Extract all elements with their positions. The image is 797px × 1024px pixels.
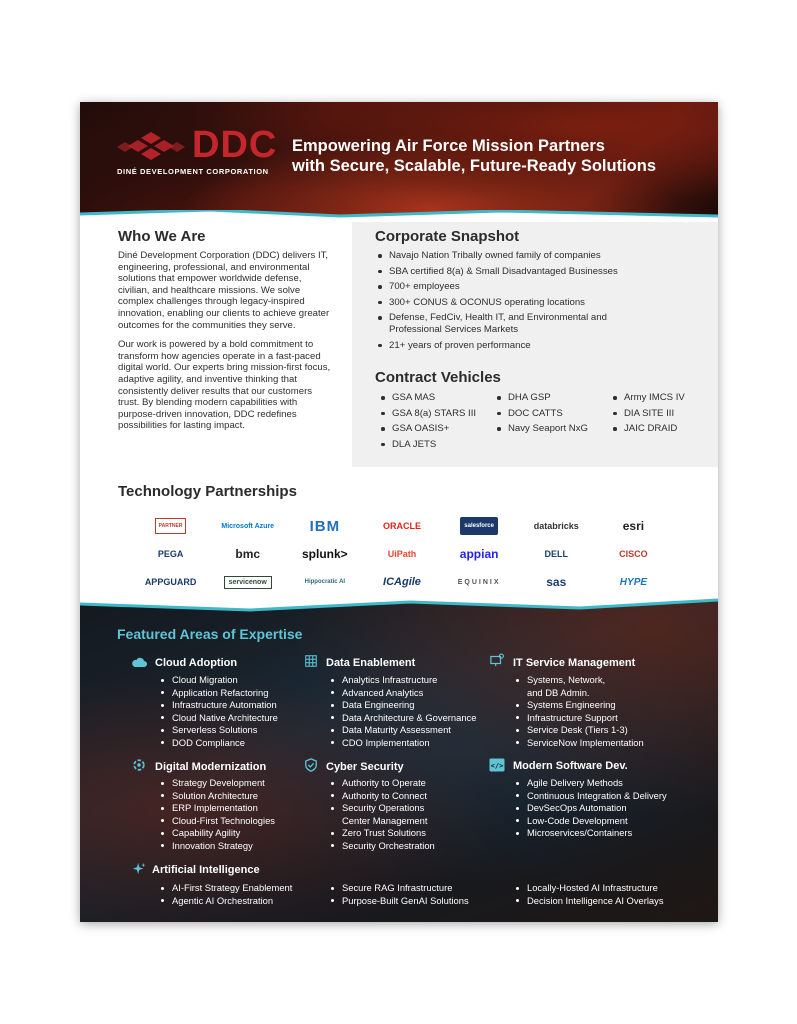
splunk-icon: splunk> (302, 547, 348, 561)
list-item: DOC CATTS (494, 408, 604, 420)
list-item: Defense, FedCiv, Health IT, and Environmental and Professional Services Markets (375, 312, 625, 335)
who-paragraph-2: Our work is powered by a bold commitment to transform how agencies operate in a fast-paced digital world. Our experts bring mission-first focus, adaptive agility, and inventive thinking that consistently deliver results that our customers trust. By blending modern capabilities with purpose-driven innovation, DDC redefines possibilities for lasting impact. (118, 339, 331, 432)
list-item: Locally-Hosted AI Infrastructure (513, 882, 708, 895)
servicenow-icon: servicenow (224, 576, 272, 589)
shield-icon (303, 758, 319, 772)
list-item: Zero Trust Solutions (328, 827, 488, 840)
ai-title: Artificial Intelligence (152, 864, 260, 876)
list-item: Cloud Native Architecture (158, 712, 318, 725)
list-item: Analytics Infrastructure (328, 674, 498, 687)
list-item: DevSecOps Automation (513, 802, 703, 815)
partnerships-heading: Technology Partnerships (118, 483, 297, 500)
software-dev-title: Modern Software Dev. (513, 760, 628, 772)
list-item: Continuous Integration & Delivery (513, 790, 703, 803)
ddc-logo-mark-icon (116, 132, 186, 162)
ai-list-col-3 (513, 882, 708, 907)
list-item: DOD Compliance (158, 737, 318, 750)
list-item: Navajo Nation Tribally owned family of companies (375, 250, 675, 262)
cloud-adoption-title: Cloud Adoption (155, 657, 238, 669)
list-item: Capability Agility (158, 827, 318, 840)
list-item: ServiceNow Implementation (513, 737, 678, 750)
itsm-title: IT Service Management (513, 657, 636, 669)
partner-logo-grid (132, 512, 672, 594)
list-item: Service Desk (Tiers 1-3) (513, 724, 678, 737)
list-item: Decision Intelligence AI Overlays (513, 895, 708, 908)
sas-icon: sas (546, 575, 567, 589)
list-item: Infrastructure Automation (158, 699, 318, 712)
vehicles-col-3 (610, 392, 710, 439)
list-item: Application Refactoring (158, 687, 318, 700)
who-heading: Who We Are (118, 228, 206, 245)
data-enablement-title: Data Enablement (326, 657, 416, 669)
equinix-icon: EQUINIX (457, 578, 501, 586)
list-item: AI-First Strategy Enablement (158, 882, 323, 895)
pega-icon: PEGA (157, 549, 184, 559)
list-item: 300+ CONUS & OCONUS operating locations (375, 297, 675, 309)
uipath-icon: UiPath (387, 549, 417, 559)
snapshot-list (375, 250, 675, 355)
list-item: Security Orchestration (328, 840, 488, 853)
list-item: Microservices/Containers (513, 827, 703, 840)
list-item: Data Engineering (328, 699, 498, 712)
expertise-heading: Featured Areas of Expertise (117, 626, 303, 642)
software-dev-list (513, 777, 703, 840)
ai-list-col-1 (158, 882, 323, 907)
list-item: Solution Architecture (158, 790, 318, 803)
list-item: Security Operations Center Management (328, 802, 446, 827)
list-item: GSA MAS (378, 392, 493, 404)
list-item: SBA certified 8(a) & Small Disadvantaged Businesses (375, 266, 675, 278)
list-item: DHA GSP (494, 392, 604, 404)
list-item: Data Architecture & Governance (328, 712, 498, 725)
expertise-teal-accent (80, 596, 718, 612)
title-line-2: with Secure, Scalable, Future-Ready Solutions (292, 157, 656, 175)
cisco-icon: CISCO (619, 549, 648, 559)
header-banner (80, 102, 718, 222)
data-enablement-list (328, 674, 498, 749)
cloud-adoption-list (158, 674, 318, 749)
vehicles-col-2 (494, 392, 604, 439)
monitor-gear-icon (489, 653, 505, 667)
list-item: CDO Implementation (328, 737, 498, 750)
salesforce-icon: salesforce (460, 517, 498, 535)
partner-badge-icon: PARTNER (155, 518, 187, 534)
title-line-1: Empowering Air Force Mission Partners (292, 137, 605, 155)
appian-icon: appian (459, 547, 499, 561)
icagile-icon: ICAgile (383, 576, 421, 588)
cyber-security-list (328, 777, 488, 852)
data-grid-icon (303, 654, 319, 668)
list-item: Systems Engineering (513, 699, 678, 712)
ai-list-col-2 (328, 882, 498, 907)
ibm-icon: IBM (309, 517, 341, 535)
appguard-icon: APPGUARD (144, 577, 197, 587)
vehicles-heading: Contract Vehicles (375, 369, 501, 386)
code-icon (489, 758, 505, 772)
list-item: Purpose-Built GenAI Solutions (328, 895, 498, 908)
list-item: Secure RAG Infrastructure (328, 882, 498, 895)
list-item: GSA 8(a) STARS III (378, 408, 493, 420)
databricks-icon: databricks (533, 521, 579, 531)
who-paragraph-1: Diné Development Corporation (DDC) delivers IT, engineering, professional, and environmental solutions that empower worldwide defense, civilian, and healthcare missions. We solve complex challenges through legacy-inspired innovation, enabling our clients to achieve greater outcomes for the communities they serve. (118, 250, 330, 331)
azure-icon: Microsoft Azure (221, 522, 275, 530)
dell-icon: DELL (544, 549, 569, 559)
oracle-icon: ORACLE (382, 521, 421, 531)
who-body (118, 250, 332, 440)
list-item: Authority to Operate (328, 777, 488, 790)
cloud-icon (131, 655, 147, 669)
list-item: Authority to Connect (328, 790, 488, 803)
svg-text:</>: </> (490, 762, 504, 770)
list-item: ERP Implementation (158, 802, 318, 815)
list-item: Data Maturity Assessment (328, 724, 498, 737)
fact-sheet (80, 102, 718, 922)
list-item: Cloud-First Technologies (158, 815, 318, 828)
list-item: Strategy Development (158, 777, 318, 790)
list-item: Navy Seaport NxG (494, 423, 604, 435)
list-item: DLA JETS (378, 439, 493, 451)
header-teal-accent (80, 210, 718, 222)
logo-text: DDC (192, 124, 278, 166)
snapshot-heading: Corporate Snapshot (375, 228, 520, 245)
hippocratic-icon: Hippocratic AI (304, 579, 346, 585)
bmc-icon: bmc (235, 547, 261, 561)
list-item: Army IMCS IV (610, 392, 710, 404)
vehicles-col-1 (378, 392, 493, 454)
sparkle-icon (131, 862, 147, 876)
hype-icon: HYPE (619, 576, 648, 588)
list-item: 21+ years of proven performance (375, 340, 675, 352)
list-item: Systems, Network, and DB Admin. (513, 674, 621, 699)
list-item: Advanced Analytics (328, 687, 498, 700)
list-item: DIA SITE III (610, 408, 710, 420)
page-title (292, 136, 712, 176)
logo-subtitle: DINÉ DEVELOPMENT CORPORATION (117, 167, 269, 176)
list-item: Innovation Strategy (158, 840, 318, 853)
cycle-gear-icon (131, 758, 147, 772)
itsm-list (513, 674, 678, 749)
esri-icon: esri (622, 519, 645, 533)
digital-modernization-list (158, 777, 318, 852)
list-item: 700+ employees (375, 281, 675, 293)
list-item: Cloud Migration (158, 674, 318, 687)
cyber-security-title: Cyber Security (326, 761, 404, 773)
list-item: Infrastructure Support (513, 712, 678, 725)
list-item: GSA OASIS+ (378, 423, 493, 435)
digital-modernization-title: Digital Modernization (155, 761, 267, 773)
list-item: Agile Delivery Methods (513, 777, 703, 790)
list-item: JAIC DRAID (610, 423, 710, 435)
list-item: Serverless Solutions (158, 724, 318, 737)
list-item: Agentic AI Orchestration (158, 895, 323, 908)
expertise-section (80, 596, 718, 922)
list-item: Low-Code Development (513, 815, 703, 828)
